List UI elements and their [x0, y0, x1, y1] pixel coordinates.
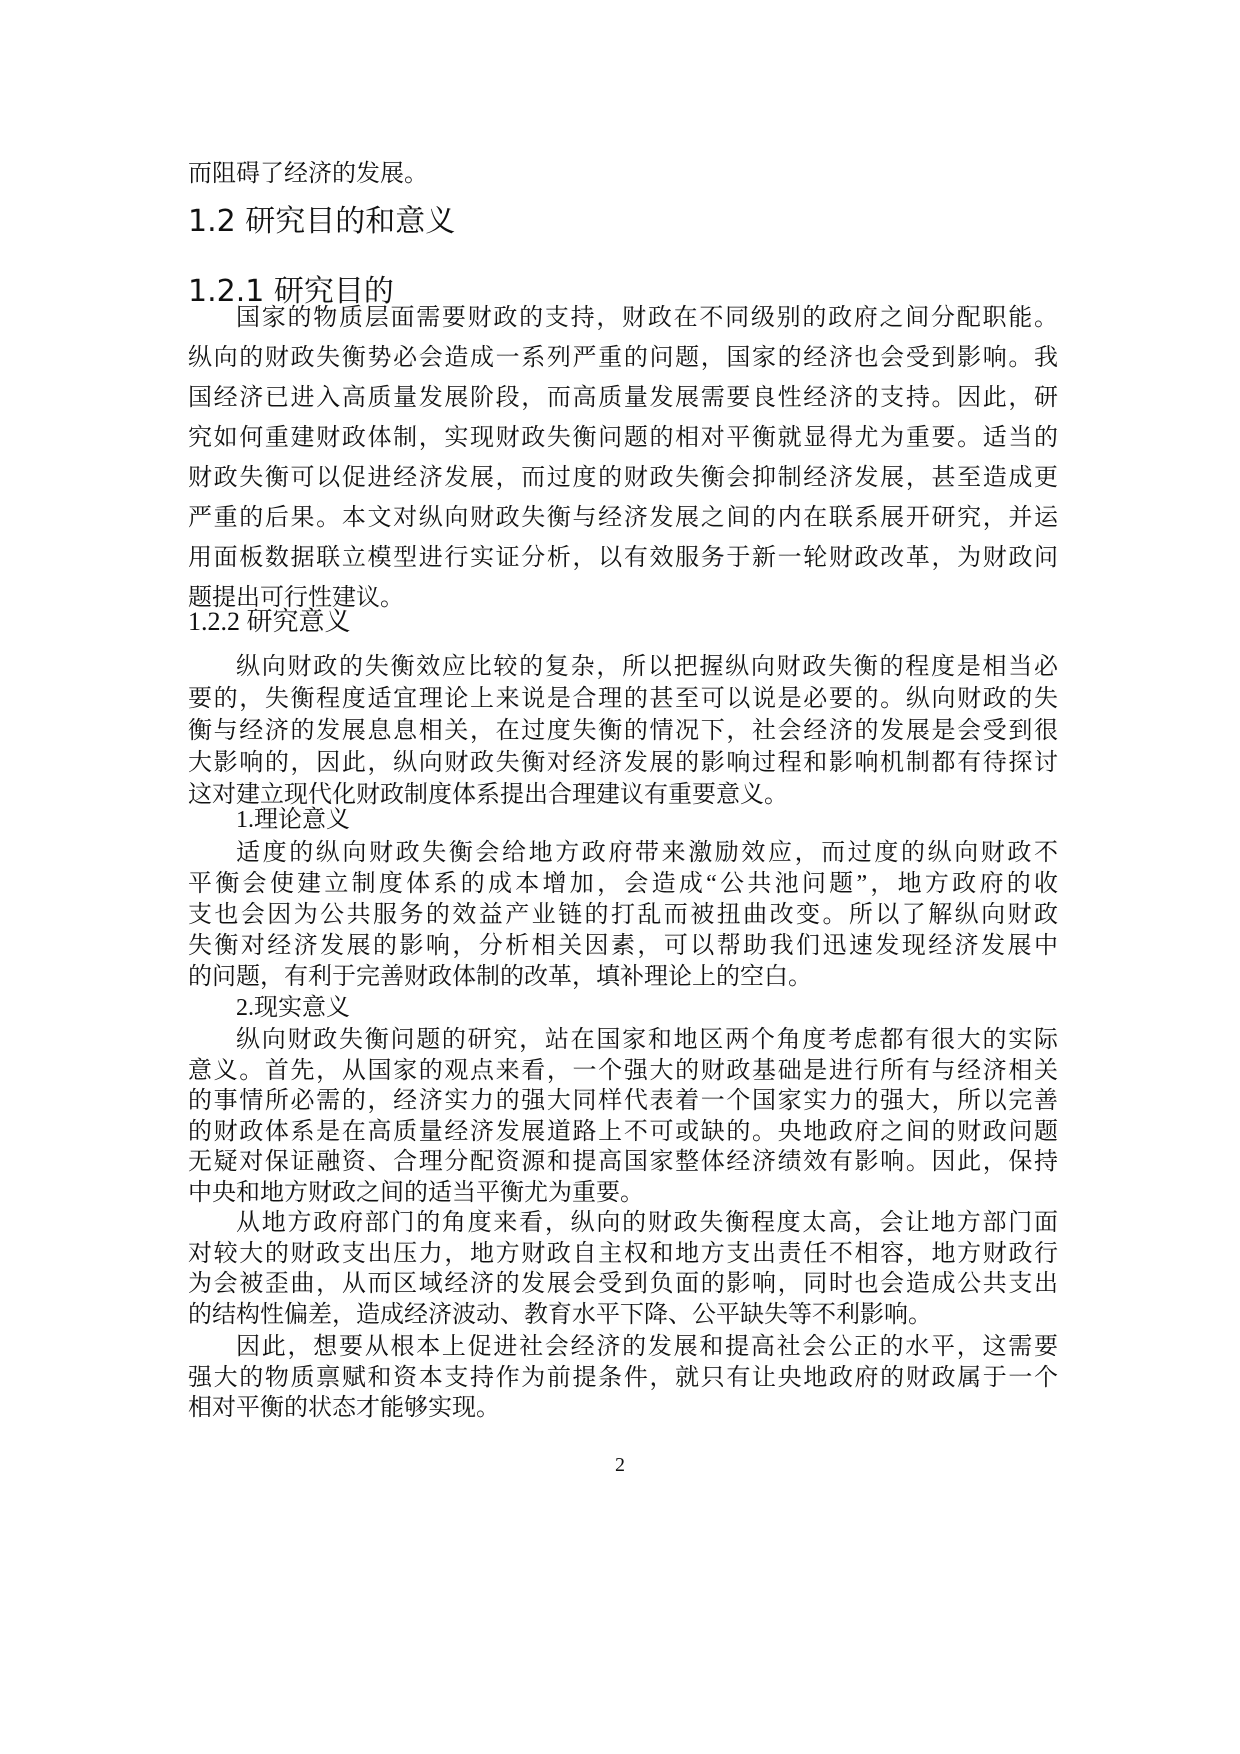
- paragraph-theoretical-significance: [188, 838, 1058, 993]
- text-line: 财政失衡可以促进经济发展，而过度的财政失衡会抑制经济发展，甚至造成更: [188, 465, 1058, 491]
- text-line: 的财政体系是在高质量经济发展道路上不可或缺的。央地政府之间的财政问题: [188, 1118, 1058, 1145]
- text-line: 相对平衡的状态才能够实现。: [188, 1395, 500, 1422]
- text-line: 从地方政府部门的角度来看，纵向的财政失衡程度太高，会让地方部门面: [236, 1210, 1058, 1236]
- text-line: 的结构性偏差，造成经济波动、教育水平下降、公平缺失等不利影响。: [188, 1301, 932, 1328]
- paragraph-conclusion: [188, 1332, 1058, 1424]
- paragraph-practical-national: [188, 1025, 1058, 1208]
- text-line: 这对建立现代化财政制度体系提出合理建议有重要意义。: [188, 782, 788, 808]
- text-line: 强大的物质禀赋和资本支持作为前提条件，就只有让央地政府的财政属于一个: [188, 1364, 1058, 1391]
- text-line: 为会被歪曲，从而区域经济的发展会受到负面的影响，同时也会造成公共支出: [188, 1271, 1058, 1298]
- continuation-text: 而阻碍了经济的发展。: [188, 159, 428, 187]
- text-line: 究如何重建财政体制，实现财政失衡问题的相对平衡就显得尤为重要。适当的: [188, 425, 1058, 451]
- text-line: 严重的后果。本文对纵向财政失衡与经济发展之间的内在联系展开研究，并运: [188, 505, 1058, 531]
- text-line: 用面板数据联立模型进行实证分析，以有效服务于新一轮财政改革，为财政问: [188, 545, 1058, 571]
- section-heading-1-2-1: 1.2.1 研究目的: [188, 274, 394, 309]
- text-line: 意义。首先，从国家的观点来看，一个强大的财政基础是进行所有与经济相关: [188, 1057, 1058, 1084]
- text-line: 国经济已进入高质量发展阶段，而高质量发展需要良性经济的支持。因此，研: [188, 385, 1058, 411]
- text-line: 纵向财政失衡问题的研究，站在国家和地区两个角度考虑都有很大的实际: [236, 1027, 1058, 1053]
- text-line: 衡与经济的发展息息相关，在过度失衡的情况下，社会经济的发展是会受到很: [188, 718, 1058, 744]
- text-line: 支也会因为公共服务的效益产业链的打乱而被扭曲改变。所以了解纵向财政: [188, 902, 1058, 928]
- text-line: 要的，失衡程度适宜理论上来说是合理的甚至可以说是必要的。纵向财政的失: [188, 686, 1058, 712]
- subheading-theoretical-significance: 1.理论意义: [236, 807, 350, 833]
- text-line: 的问题，有利于完善财政体制的改革，填补理论上的空白。: [188, 964, 812, 990]
- paragraph-practical-local: [188, 1208, 1058, 1330]
- section-heading-1-2: 1.2 研究目的和意义: [188, 204, 456, 239]
- text-line: 题提出可行性建议。: [188, 585, 404, 611]
- text-line: 无疑对保证融资、合理分配资源和提高国家整体经济绩效有影响。因此，保持: [188, 1149, 1058, 1175]
- text-line: 纵向的财政失衡势必会造成一系列严重的问题，国家的经济也会受到影响。我: [188, 345, 1058, 371]
- text-line: 失衡对经济发展的影响，分析相关因素，可以帮助我们迅速发现经济发展中: [188, 933, 1058, 959]
- text-line: 纵向财政的失衡效应比较的复杂，所以把握纵向财政失衡的程度是相当必: [236, 654, 1058, 680]
- text-line: 国家的物质层面需要财政的支持，财政在不同级别的政府之间分配职能。: [236, 305, 1058, 331]
- paragraph-research-significance: [188, 651, 1058, 811]
- text-line: 大影响的，因此，纵向财政失衡对经济发展的影响过程和影响机制都有待探讨: [188, 750, 1058, 776]
- text-line: 因此，想要从根本上促进社会经济的发展和提高社会公正的水平，这需要: [236, 1334, 1058, 1360]
- section-heading-1-2-2: 1.2.2 研究意义: [188, 607, 351, 636]
- text-line: 的事情所必需的，经济实力的强大同样代表着一个国家实力的强大，所以完善: [188, 1088, 1058, 1114]
- text-line: 对较大的财政支出压力，地方财政自主权和地方支出责任不相容，地方财政行: [188, 1240, 1058, 1267]
- page-number: 2: [615, 1454, 625, 1476]
- text-line: 中央和地方财政之间的适当平衡尤为重要。: [188, 1179, 644, 1206]
- text-line: 平衡会使建立制度体系的成本增加，会造成“公共池问题”，地方政府的收: [188, 871, 1058, 897]
- text-line: 适度的纵向财政失衡会给地方政府带来激励效应，而过度的纵向财政不: [236, 840, 1058, 866]
- paragraph-research-purpose: [188, 298, 1058, 618]
- subheading-practical-significance: 2.现实意义: [236, 995, 350, 1021]
